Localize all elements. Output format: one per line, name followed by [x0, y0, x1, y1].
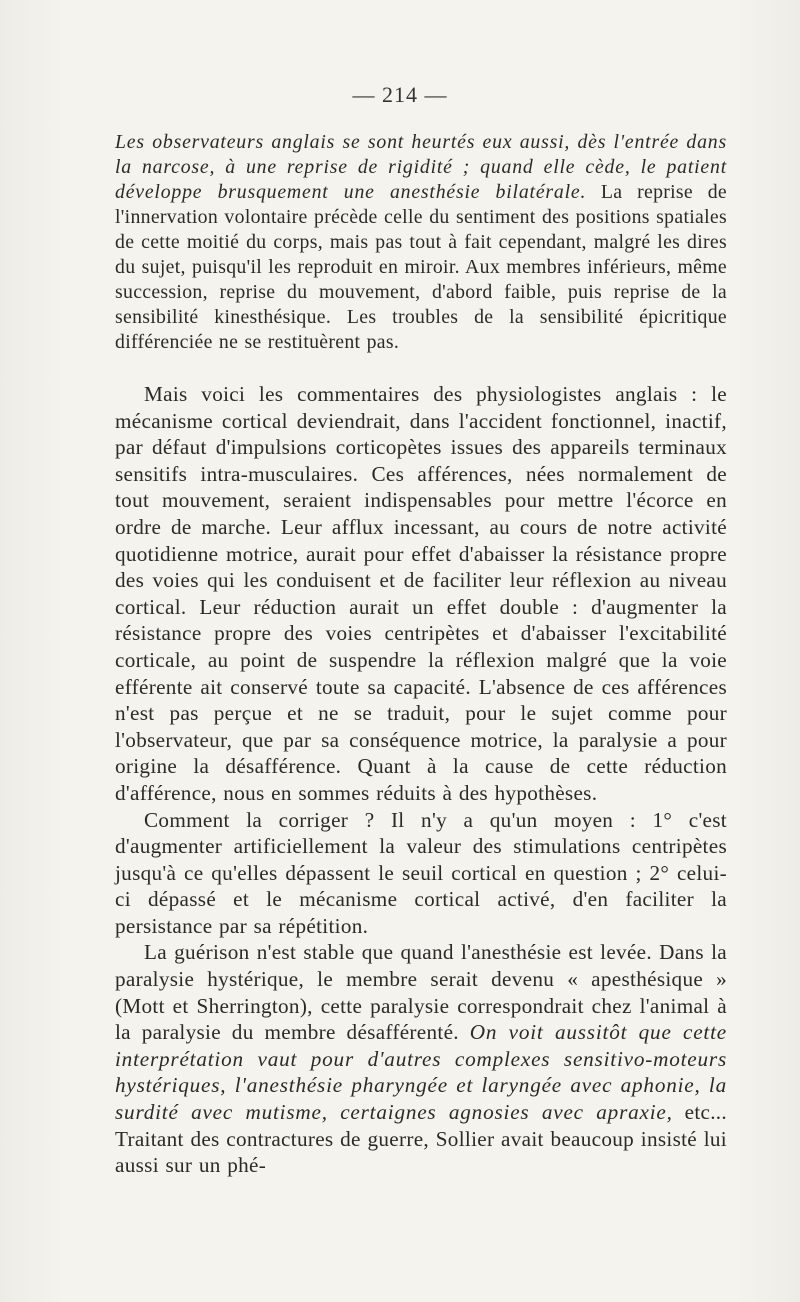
paragraph-4-italic: On voit aussitôt que cette interprétation vaut pour d'autres complexes sensitivo-moteurs hystériques, l'anesthésie pharyngée et laryngée avec aphonie, la surdité avec mutisme, certaignes agnosies avec apraxie,: [115, 1020, 728, 1125]
page-number: — 214 —: [352, 82, 448, 107]
paragraph-1-text: La reprise de l'innervation volontaire précède celle du sentiment des positions spatiales de cette moitié du corps, mais pas tout à fait cependant, malgré les dires du sujet, puisqu'il les reproduit en miroir. Aux membres inférieurs, même succession, reprise du mouvement, d'abord faible, puis reprise de la sensibilité kinesthésique. Les troubles de la sensibilité épicritique différenciée ne se restituèrent pas.: [115, 181, 727, 353]
paragraph-3-text: Comment la corriger ? Il n'y a qu'un moyen : 1° c'est d'augmenter artificiellement la valeur des stimulations centripètes jusqu'à ce qu'elles dépassent le seuil cortical en question ; 2° celui-ci dépassé et le mécanisme cortical activé, d'en faciliter la persistance par sa répétition.: [115, 807, 727, 938]
paragraph-2: [115, 381, 727, 807]
body-text: [115, 130, 727, 1179]
paragraph-4: [115, 939, 727, 1178]
paragraph-1: [115, 130, 727, 355]
paragraph-4-text: La guérison n'est stable que quand l'anesthésie est levée. Dans la paralysie hystérique, le membre serait devenu « apesthésique » (Mott et Sherrington), cette paralysie correspondrait chez l'animal à la paralysie du membre désafférenté.: [115, 940, 727, 1045]
paragraph-4-text-after: etc... Traitant des contractures de guerre, Sollier avait beaucoup insisté lui aussi sur un phé-: [115, 1100, 727, 1178]
paragraph-3: [115, 807, 727, 940]
paragraph-2-text: Mais voici les commentaires des physiologistes anglais : le mécanisme cortical deviendrait, dans l'accident fonctionnel, inactif, par défaut d'impulsions corticopètes issues des appareils terminaux sensitifs intra-musculaires. Ces afférences, nées normalement de tout mouvement, seraient indispensables pour mettre l'écorce en ordre de marche. Leur afflux incessant, au cours de notre activité quotidienne motrice, aurait pour effet d'abaisser la résistance propre des voies qui les conduisent et de faciliter leur réflexion au niveau cortical. Leur réduction aurait un effet double : d'augmenter la résistance propre des voies centripètes et d'abaisser l'excitabilité corticale, au point de suspendre la réflexion malgré que la voie efférente ait conservé toute sa capacité. L'absence de ces afférences n'est pas perçue et ne se traduit, pour le sujet comme pour l'observateur, que par sa conséquence motrice, la paralysie a pour origine la désafférence. Quant à la cause de cette réduction d'afférence, nous en sommes réduits à des hypothèses.: [115, 382, 727, 805]
paragraph-1-italic: Les observateurs anglais se sont heurtés eux aussi, dès l'entrée dans la narcose, à une reprise de rigidité ; quand elle cède, le patient développe brusquement une anesthésie bilatérale.: [115, 131, 727, 203]
